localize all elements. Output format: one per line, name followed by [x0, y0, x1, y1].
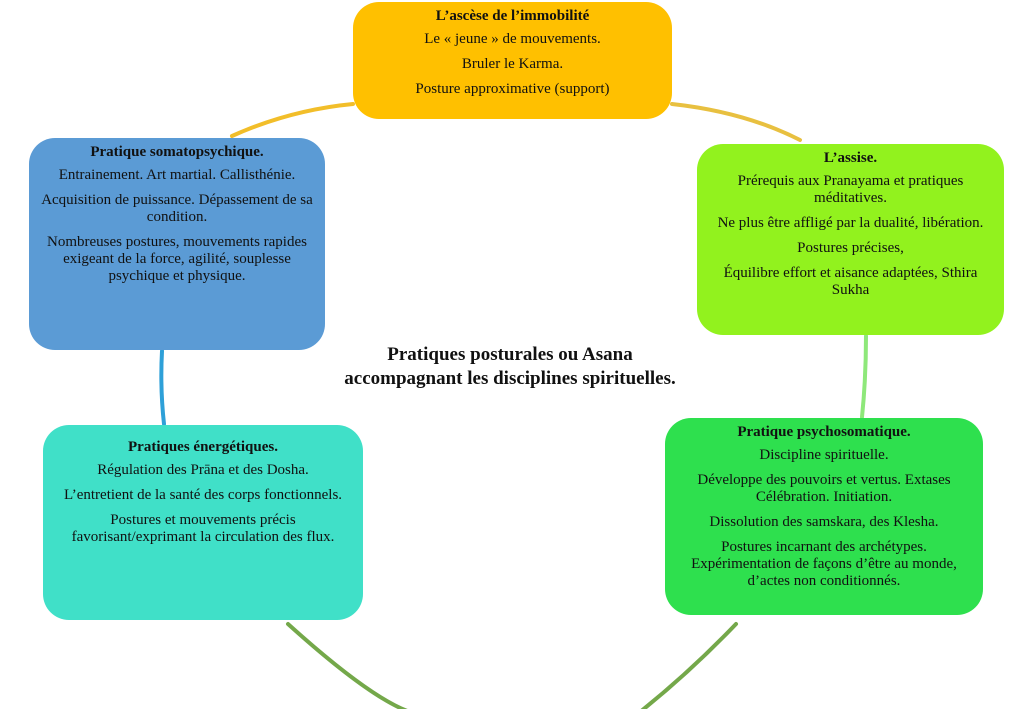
- box-pratiques-energetiques: [43, 425, 363, 620]
- box-line: Régulation des Prāna et des Dosha.: [97, 462, 309, 478]
- box-line: Acquisition de puissance. Dépassement de sa condition.: [41, 192, 313, 225]
- connector-bottom-arc: [288, 624, 736, 709]
- connector-right-to-bottom-right: [862, 336, 866, 417]
- box-line: Ne plus être affligé par la dualité, libération.: [717, 215, 984, 231]
- box-assise: [697, 144, 1004, 335]
- box-line: Postures incarnant des archétypes. Expérimentation de façons d’être au monde, d’actes non conditionnés.: [691, 539, 957, 589]
- box-line: Postures précises,: [797, 240, 904, 256]
- box-title: Pratique somatopsychique.: [90, 144, 264, 160]
- box-line: Prérequis aux Pranayama et pratiques méditatives.: [737, 173, 964, 206]
- box-line: Nombreuses postures, mouvements rapides exigeant de la force, agilité, souplesse psychique et physique.: [47, 234, 307, 284]
- box-line: Discipline spirituelle.: [759, 447, 889, 463]
- center-title-line-1: Pratiques posturales ou Asana: [387, 344, 633, 365]
- box-line: Bruler le Karma.: [461, 56, 564, 72]
- box-line: Entrainement. Art martial. Callisthénie.: [58, 167, 296, 183]
- box-line: Posture approximative (support): [415, 81, 610, 97]
- box-title: Pratique psychosomatique.: [737, 424, 911, 440]
- box-title: L’assise.: [823, 150, 878, 166]
- box-ascese-immobilite: [353, 2, 672, 119]
- box-line: Équilibre effort et aisance adaptées, Sthira Sukha: [723, 265, 978, 298]
- box-line: Développe des pouvoirs et vertus. Extases Célébration. Initiation.: [697, 472, 951, 505]
- box-title: Pratiques énergétiques.: [128, 439, 278, 455]
- center-title: [290, 343, 730, 391]
- box-line: L’entretient de la santé des corps fonctionnels.: [63, 487, 343, 503]
- center-title-line-2: accompagnant les disciplines spirituelles.: [344, 368, 676, 389]
- box-pratique-somatopsychique: [29, 138, 325, 350]
- connector-top-to-right: [672, 104, 800, 140]
- box-title: L’ascèse de l’immobilité: [435, 8, 590, 24]
- box-pratique-psychosomatique: [665, 418, 983, 615]
- connector-left-to-top: [232, 104, 353, 136]
- box-line: Postures et mouvements précis favorisant/exprimant la circulation des flux.: [71, 512, 335, 545]
- box-line: Le « jeune » de mouvements.: [424, 31, 601, 47]
- box-line: Dissolution des samskara, des Klesha.: [709, 514, 939, 530]
- connector-left-to-bottom-left: [161, 351, 164, 424]
